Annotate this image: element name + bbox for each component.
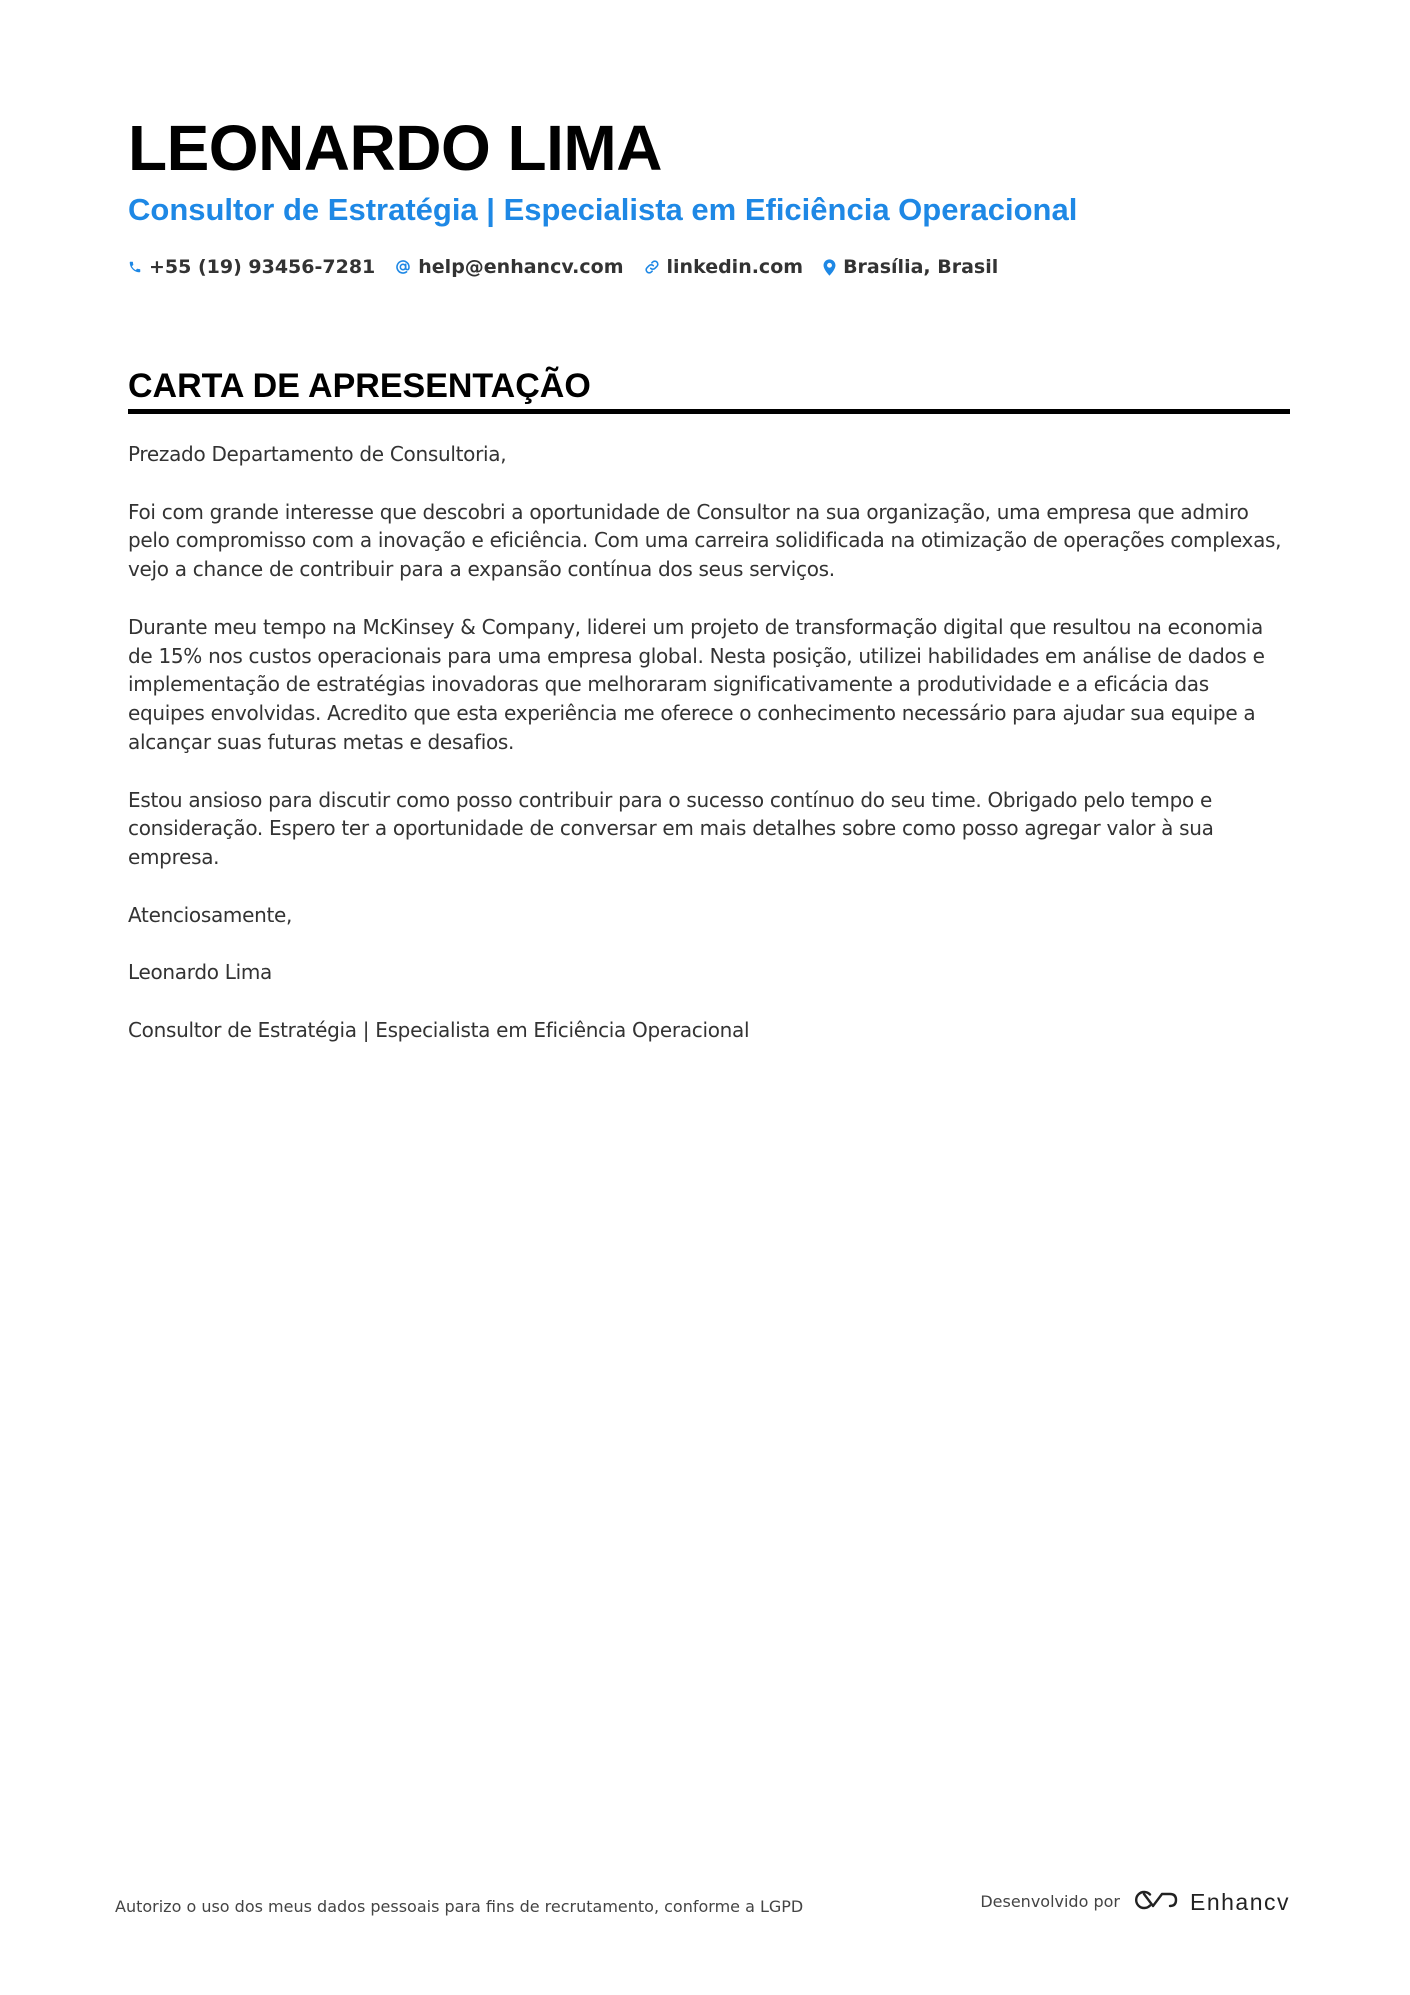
- consent-note: Autorizo o uso dos meus dados pessoais para fins de recrutamento, conforme a LGPD: [115, 1897, 804, 1916]
- linkedin-text: linkedin.com: [666, 256, 804, 278]
- powered-by-label: Desenvolvido por: [980, 1892, 1120, 1911]
- signature-title: Consultor de Estratégia | Especialista em Eficiência Operacional: [128, 1017, 750, 1042]
- powered-by[interactable]: [980, 1888, 1290, 1916]
- email-text: help@enhancv.com: [418, 256, 624, 278]
- phone-icon: [128, 259, 142, 275]
- letter-paragraph: Estou ansioso para discutir como posso contribuir para o sucesso contínuo do seu time. Obrigado pelo tempo e consideração. Espero ter a oportunidade de conversar em mais detalhes sobre como posso agregar valor à sua empresa.: [128, 787, 1214, 870]
- contact-phone[interactable]: [128, 252, 375, 282]
- contact-bar: [128, 252, 998, 282]
- phone-text: +55 (19) 93456-7281: [149, 256, 376, 278]
- candidate-name: LEONARDO LIMA: [128, 112, 662, 184]
- letter-paragraph: Foi com grande interesse que descobri a oportunidade de Consultor na sua organização, uma empresa que admiro pelo compromisso com a inovação e eficiência. Com uma carreira solidificada na otimização de operações complexas, vejo a chance de contribuir para a expansão contínua dos seus serviços.: [128, 499, 1282, 582]
- location-pin-icon: [823, 259, 836, 276]
- location-text: Brasília, Brasil: [843, 256, 999, 278]
- contact-linkedin[interactable]: [644, 252, 804, 282]
- contact-email[interactable]: [395, 252, 623, 282]
- letter-paragraph: Durante meu tempo na McKinsey & Company, liderei um projeto de transformação digital que resultou na economia de 15% nos custos operacionais para uma empresa global. Nesta posição, utilizei habilidades em análise de dados e implementação de estratégias inovadoras que melhoraram significativamente a produtividade e a eficácia das equipes envolvidas. Acredito que esta experiência me oferece o conhecimento necessário para ajudar sua equipe a alcançar suas futuras metas e desafios.: [128, 614, 1265, 754]
- candidate-title: Consultor de Estratégia | Especialista em Eficiência Operacional: [128, 192, 1078, 227]
- signature-name: Leonardo Lima: [128, 960, 272, 985]
- section-divider: [128, 409, 1290, 414]
- letter-closing: Atenciosamente,: [128, 902, 293, 927]
- letter-greeting: Prezado Departamento de Consultoria,: [128, 442, 507, 466]
- contact-location: [823, 252, 998, 282]
- letter-body: [128, 440, 1290, 1074]
- at-icon: [395, 259, 411, 275]
- link-icon: [644, 259, 660, 275]
- brand-name: Enhancv: [1189, 1889, 1290, 1915]
- section-title: CARTA DE APRESENTAÇÃO: [128, 367, 591, 405]
- enhancv-logo-icon: [1132, 1888, 1178, 1916]
